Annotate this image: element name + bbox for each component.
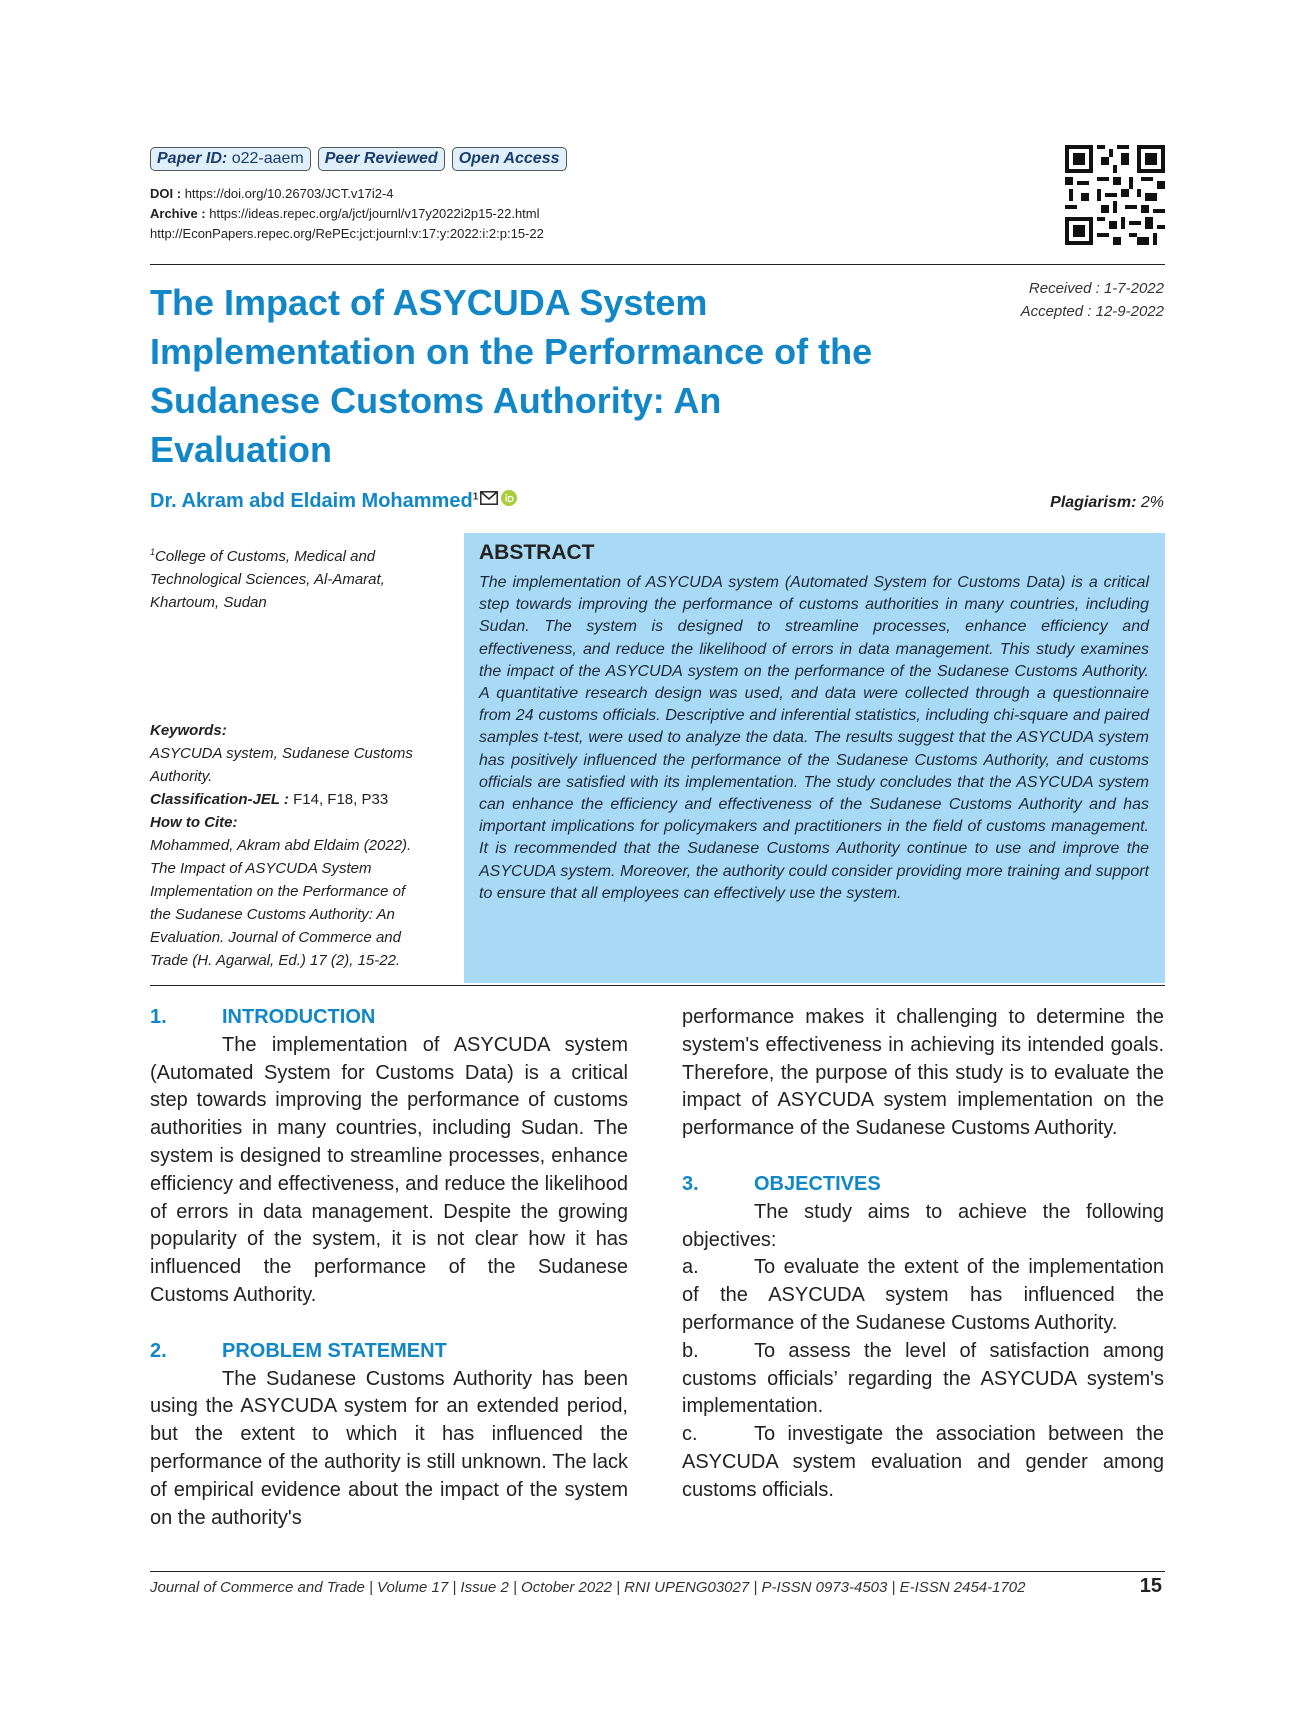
plagiarism-score: Plagiarism: 2% — [1050, 494, 1164, 511]
cite-line: Implementation on the Performance of — [150, 883, 406, 900]
section-heading-objectives: 3. OBJECTIVES — [682, 1172, 881, 1195]
objectives-intro: The study aims to achieve the following objectives: — [682, 1200, 1164, 1251]
abstract-rule — [150, 985, 1165, 986]
author-name: Dr. Akram abd Eldaim Mohammed — [150, 490, 473, 512]
author-affiliation-mark: 1 — [472, 491, 479, 503]
qr-code-icon — [1065, 145, 1165, 245]
orcid-icon[interactable] — [501, 490, 517, 506]
archive-line[interactable]: Archive : https://ideas.repec.org/a/jct/journl/v17y2022i2p15-22.html — [150, 206, 540, 221]
keywords-label: Keywords: — [150, 722, 227, 739]
objective-item: a. To evaluate the extent of the implementation of the ASYCUDA system has influenced the performance of the Sudanese Customs Authority. — [682, 1256, 1164, 1334]
section-heading-problem: 2. PROBLEM STATEMENT — [150, 1339, 447, 1362]
body-column-left — [150, 1004, 628, 1532]
introduction-text: The implementation of ASYCUDA system (Automated System for Customs Data) is a critical step towards improving the performance of customs authorities in many countries, including Sudan. The system is designed to streamline processes, enhance efficiency and effectiveness, and reduce the likelihood of errors in data management. Despite the growing popularity of the system, it is not clear how it has influenced the performance of the Sudanese Customs Authority. — [150, 1033, 628, 1306]
badge-row — [150, 147, 567, 171]
cite-line: Mohammed, Akram abd Eldaim (2022). — [150, 837, 412, 854]
cite-line: The Impact of ASYCUDA System — [150, 860, 372, 877]
econpapers-line[interactable]: http://EconPapers.repec.org/RePEc:jct:journl:v:17:y:2022:i:2:p:15-22 — [150, 226, 544, 241]
page-number: 15 — [1139, 1575, 1162, 1597]
problem-text-continued: performance makes it challenging to determine the system's effectiveness in achieving its intended goals. Therefore, the purpose of this study is to evaluate the impact of ASYCUDA system implementation on the performance of the Sudanese Customs Authority. — [682, 1006, 1164, 1140]
header-rule — [150, 264, 1165, 265]
affiliation: $^1$College of Customs, Medical and Technological Sciences, Al-Amarat, Khartoum, Sudan — [150, 547, 385, 611]
journal-footer: Journal of Commerce and Trade | Volume 17 | Issue 2 | October 2022 | RNI UPENG03027 | P-ISSN 0973-4503 | E-ISSN 2454-1702 — [150, 1579, 1026, 1596]
abstract-text: The implementation of ASYCUDA system (Automated System for Customs Data) is a critical step towards improving the performance of customs authorities in many countries, including Sudan. The system is designed to streamline processes, enhance efficiency and effectiveness, and reduce the likelihood of errors in data management. This study examines the impact of the ASYCUDA system on the performance of the Sudanese Customs Authority. A quantitative research design was used, and data were collected through a questionnaire from 24 customs officials. Descriptive and inferential statistics, including chi-square and paired samples t-test, were used to analyze the data. The results suggest that the ASYCUDA system has positively influenced the performance of the Sudanese Customs Authority, and customs officials are satisfied with its implementation. The study concludes that the ASYCUDA system can enhance the efficiency and effectiveness of the Sudanese Customs Authority and has important implications for policymakers and practitioners in the field of customs management. It is recommended that the Sudanese Customs Authority continue to use and improve the ASYCUDA system. Moreover, the authority could consider providing more training and support to ensure that all employees can effectively use the system. — [479, 574, 1149, 902]
cite-label: How to Cite: — [150, 814, 238, 831]
problem-text: The Sudanese Customs Authority has been using the ASYCUDA system for an extended period, but the extent to which it has influenced the performance of the authority is still unknown. The lack of empirical evidence about the impact of the system on the authority's — [150, 1367, 628, 1529]
section-heading-introduction: 1. INTRODUCTION — [150, 1006, 376, 1028]
objective-item: c. To investigate the association between the ASYCUDA system evaluation and gender among customs officials. — [682, 1423, 1164, 1501]
cite-line: Trade (H. Agarwal, Ed.) 17 (2), 15-22. — [150, 952, 401, 969]
abstract-heading: ABSTRACT — [479, 541, 595, 564]
article-links — [150, 184, 544, 244]
cite-line: the Sudanese Customs Authority: An — [150, 906, 395, 923]
footer-rule — [150, 1571, 1165, 1572]
doi-line[interactable]: DOI : https://doi.org/10.26703/JCT.v17i2-4 — [150, 186, 394, 201]
open-access-badge: Open Access — [452, 147, 567, 171]
keywords-line: ASYCUDA system, Sudanese Customs — [150, 745, 413, 762]
mail-icon[interactable] — [480, 491, 498, 505]
accepted-date: Accepted : 12-9-2022 — [1020, 303, 1164, 320]
paper-title: The Impact of ASYCUDA System Implementation on the Performance of the Sudanese Customs Authority: An Evaluation — [150, 282, 873, 470]
peer-reviewed-badge: Peer Reviewed — [318, 147, 445, 171]
keywords-line: Authority. — [150, 768, 213, 785]
submission-dates — [1021, 277, 1164, 323]
jel-classification: Classification-JEL : F14, F18, P33 — [150, 791, 389, 808]
body-column-right — [682, 1004, 1164, 1505]
objective-item: b. To assess the level of satisfaction among customs officials’ regarding the ASYCUDA system's implementation. — [682, 1339, 1164, 1418]
paper-id-badge: Paper ID: o22-aaem — [150, 147, 311, 171]
author-line — [150, 490, 517, 513]
cite-line: Evaluation. Journal of Commerce and — [150, 929, 401, 946]
article-info — [150, 719, 450, 972]
received-date: Received : 1-7-2022 — [1028, 280, 1164, 297]
